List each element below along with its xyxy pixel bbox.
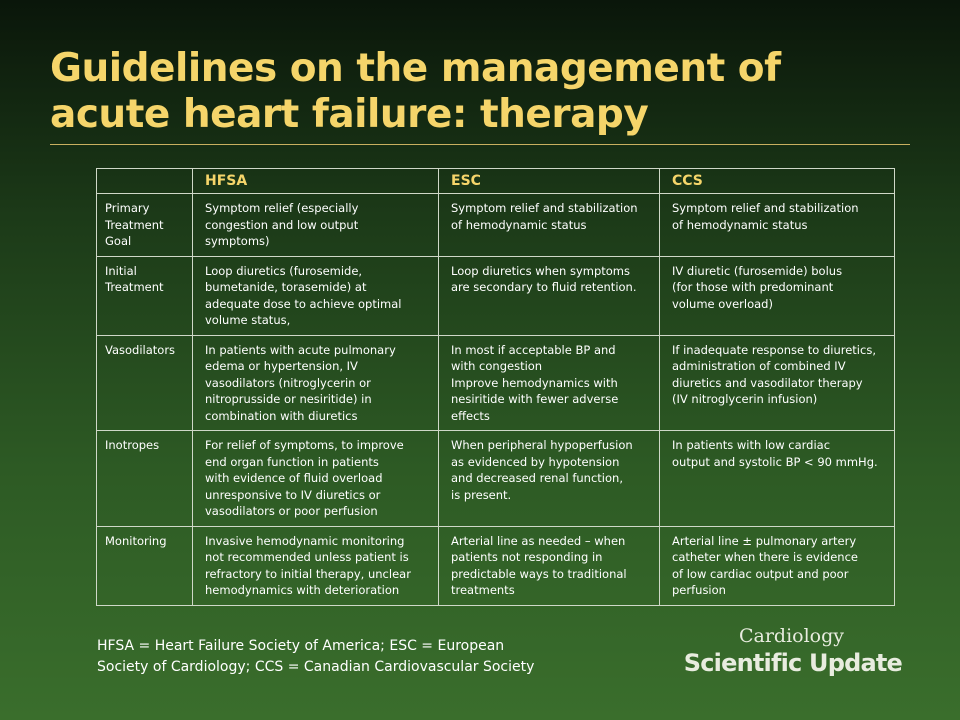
cell-esc: When peripheral hypoperfusion as evidenced by hypotension and decreased renal function, is present.	[439, 431, 660, 527]
header-empty	[97, 169, 193, 194]
cell-ccs: IV diuretic (furosemide) bolus (for those with predominant volume overload)	[660, 256, 895, 335]
header-esc: ESC	[439, 169, 660, 194]
cell-hfsa: Loop diuretics (furosemide, bumetanide, torasemide) at adequate dose to achieve optimal volume status,	[193, 256, 439, 335]
cell-esc: Arterial line as needed – when patients not responding in predictable ways to traditional treatments	[439, 526, 660, 605]
row-label-initial-treatment: Initial Treatment	[97, 256, 193, 335]
slide-title	[50, 46, 910, 138]
cell-esc: Symptom relief and stabilization of hemodynamic status	[439, 194, 660, 257]
row-label-monitoring: Monitoring	[97, 526, 193, 605]
slide-title-line-1: Guidelines on the management of	[50, 46, 781, 91]
cell-ccs: Symptom relief and stabilization of hemodynamic status	[660, 194, 895, 257]
table-row	[97, 431, 895, 527]
footnote-line-2: Society of Cardiology; CCS = Canadian Cardiovascular Society	[97, 659, 535, 675]
table-header-row	[97, 169, 895, 194]
abbreviations-footnote	[97, 636, 617, 678]
row-label-inotropes: Inotropes	[97, 431, 193, 527]
footnote-line-1: HFSA = Heart Failure Society of America; ESC = European	[97, 638, 505, 654]
header-hfsa: HFSA	[193, 169, 439, 194]
cell-hfsa: Symptom relief (especially congestion and low output symptoms)	[193, 194, 439, 257]
guidelines-table	[96, 168, 895, 606]
brand-logo	[684, 624, 902, 678]
cell-ccs: Arterial line ± pulmonary artery catheter when there is evidence of low cardiac output and poor perfusion	[660, 526, 895, 605]
cell-ccs: In patients with low cardiac output and systolic BP < 90 mmHg.	[660, 431, 895, 527]
cell-hfsa: In patients with acute pulmonary edema or hypertension, IV vasodilators (nitroglycerin or nitroprusside or nesiritide) in combination with diuretics	[193, 335, 439, 431]
table-row	[97, 335, 895, 431]
title-divider	[50, 144, 910, 145]
table-row	[97, 256, 895, 335]
table-row	[97, 526, 895, 605]
cell-esc: Loop diuretics when symptoms are secondary to fluid retention.	[439, 256, 660, 335]
table-row	[97, 194, 895, 257]
cell-esc: In most if acceptable BP and with congestion Improve hemodynamics with nesiritide with fewer adverse effects	[439, 335, 660, 431]
cell-hfsa: Invasive hemodynamic monitoring not recommended unless patient is refractory to initial therapy, unclear hemodynamics with deterioration	[193, 526, 439, 605]
brand-logo-bottom: Scientific Update	[683, 649, 902, 677]
row-label-primary-goal: Primary Treatment Goal	[97, 194, 193, 257]
cell-hfsa: For relief of symptoms, to improve end organ function in patients with evidence of fluid overload unresponsive to IV diuretics or vasodilators or poor perfusion	[193, 431, 439, 527]
row-label-vasodilators: Vasodilators	[97, 335, 193, 431]
cell-ccs: If inadequate response to diuretics, administration of combined IV diuretics and vasodilator therapy (IV nitroglycerin infusion)	[660, 335, 895, 431]
header-ccs: CCS	[660, 169, 895, 194]
slide-title-line-2: acute heart failure: therapy	[50, 92, 649, 137]
brand-logo-top: Cardiology	[738, 625, 844, 647]
